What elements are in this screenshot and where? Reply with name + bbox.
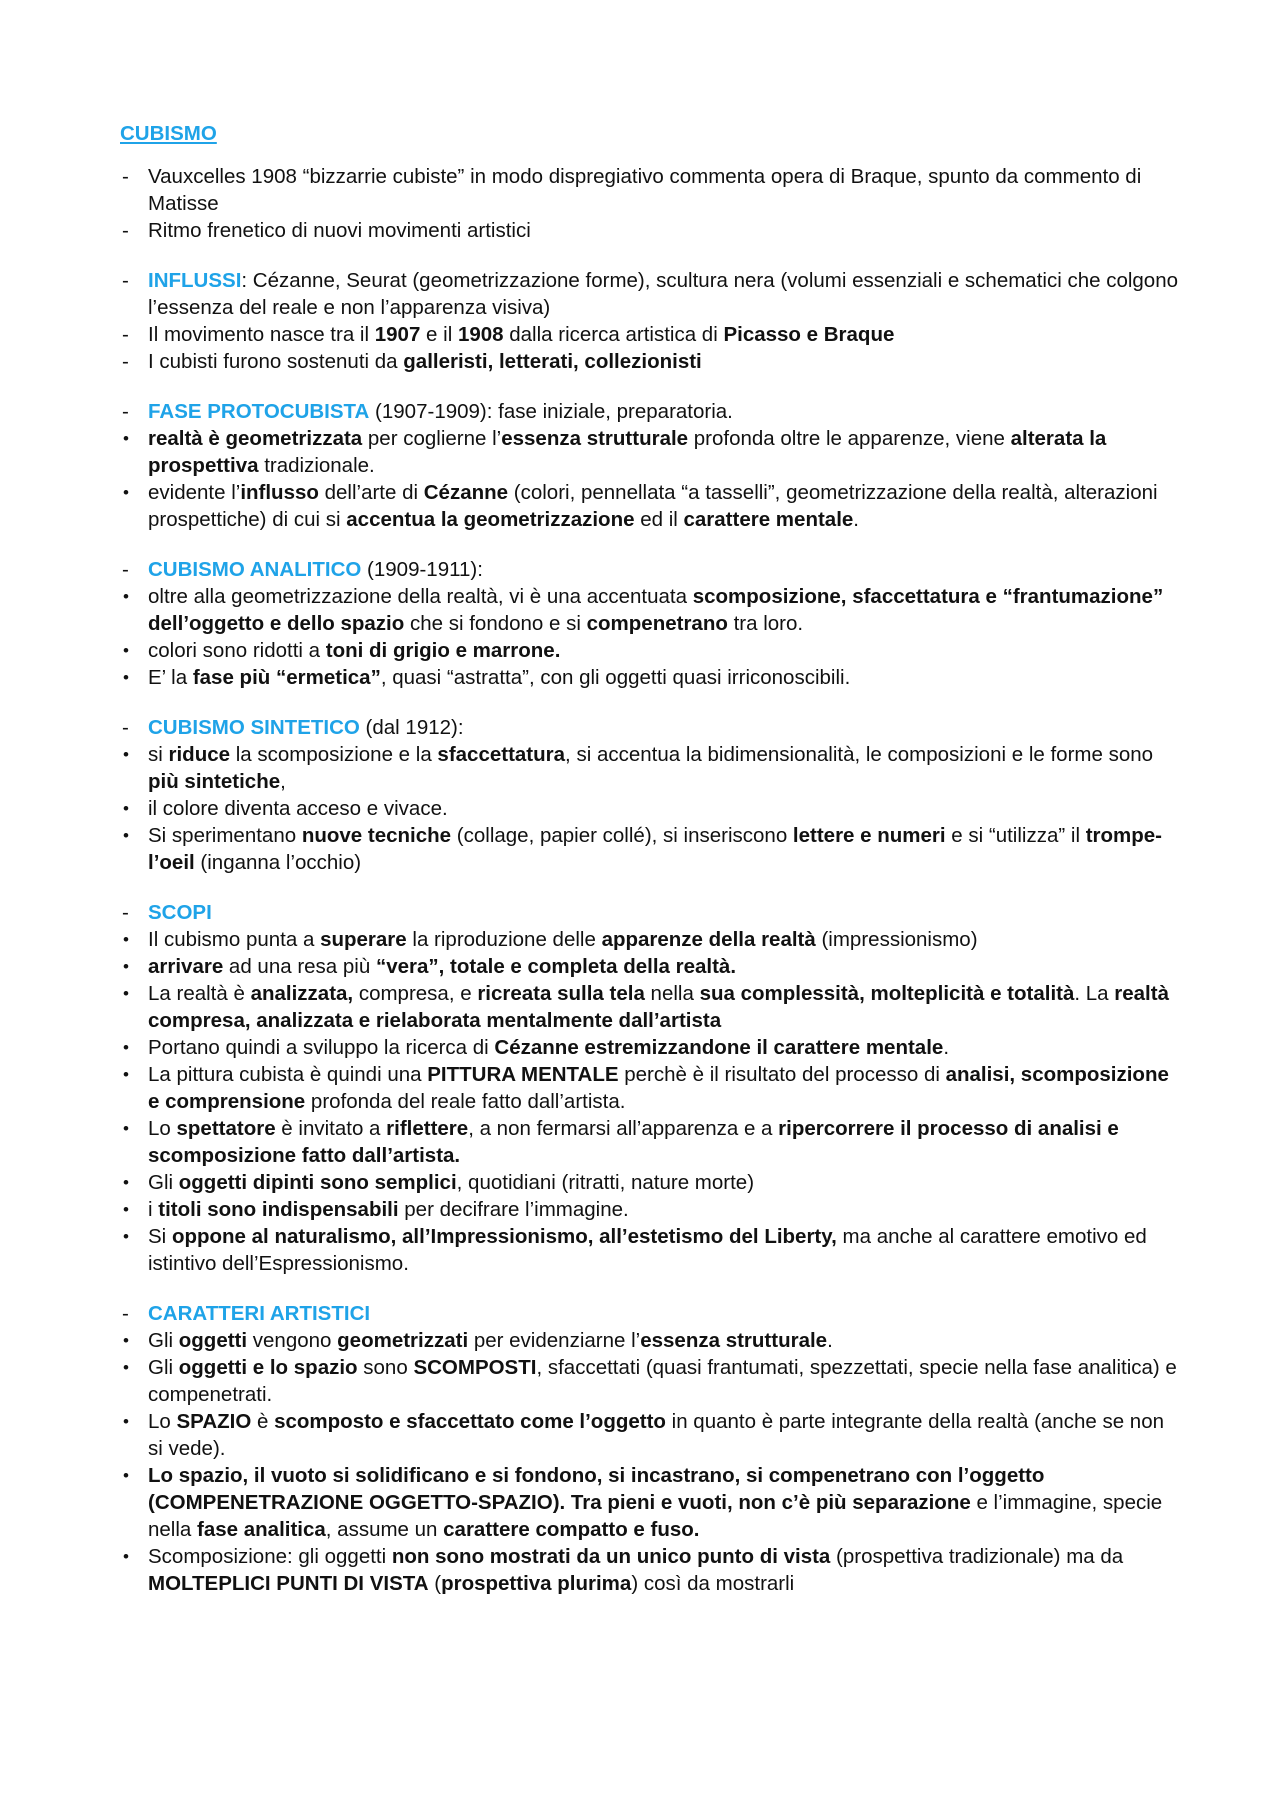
- text-run: nella: [644, 982, 700, 1005]
- text-run: , a non fermarsi all’apparenza e a: [468, 1117, 779, 1140]
- bullet-list-item: [120, 1408, 1180, 1462]
- text-run: per decifrare l’immagine.: [398, 1198, 629, 1221]
- item-text: [148, 982, 1169, 1032]
- item-text: [148, 400, 733, 423]
- text-run: compresa, e: [353, 982, 478, 1005]
- text-run: Il cubismo punta a: [148, 928, 321, 951]
- text-run: La pittura cubista è quindi una: [148, 1063, 428, 1086]
- bold-text: riflettere: [386, 1117, 469, 1140]
- bullet-marker: •: [123, 1173, 129, 1192]
- bold-text: ricreata sulla tela: [477, 982, 645, 1005]
- bullet-marker: •: [123, 668, 129, 687]
- text-run: profonda del reale fatto dall’artista.: [305, 1090, 626, 1113]
- bullet-marker: •: [123, 1331, 129, 1350]
- text-run: per coglierne l’: [362, 427, 502, 450]
- bold-text: PITTURA MENTALE: [427, 1063, 619, 1086]
- text-run: .: [943, 1036, 950, 1059]
- text-run: colori sono ridotti a: [148, 639, 326, 662]
- bullet-list-item: [120, 953, 1180, 980]
- bullet-list-item: [120, 1196, 1180, 1223]
- bullet-list-item: [120, 1169, 1180, 1196]
- text-run: E’ la: [148, 666, 193, 689]
- bullet-list-item: [120, 795, 1180, 822]
- bullet-marker: •: [123, 1200, 129, 1219]
- text-run: : Cézanne, Seurat (geometrizzazione forme), scultura nera (volumi essenziali e schematici che colgono l’essenza del reale e non l’apparenza visiva): [148, 269, 1179, 319]
- text-run: , sfaccettati (quasi frantumati, spezzettati, specie nella fase analitica) e compenetrati.: [148, 1356, 1177, 1406]
- dash-marker: -: [122, 269, 129, 292]
- bullet-marker: •: [123, 641, 129, 660]
- bold-text: nuove tecniche: [301, 824, 452, 847]
- item-text: [148, 269, 1178, 319]
- dash-marker: -: [122, 350, 129, 373]
- bullet-list-item: [120, 741, 1180, 795]
- bold-text: fase analitica: [197, 1518, 326, 1541]
- bullet-marker: •: [123, 930, 129, 949]
- text-run: I cubisti furono sostenuti da: [148, 350, 404, 373]
- note-section: [120, 163, 1180, 244]
- dash-marker: -: [122, 558, 129, 581]
- bullet-marker: •: [123, 1227, 129, 1246]
- text-run: tradizionale.: [258, 454, 375, 477]
- bullet-marker: •: [123, 957, 129, 976]
- bold-text: arrivare: [148, 955, 224, 978]
- text-run: ad una resa più: [223, 955, 376, 978]
- item-text: [148, 1329, 833, 1352]
- item-text: [148, 1302, 370, 1325]
- item-text: [148, 1117, 1119, 1167]
- dash-list-item: [120, 556, 1180, 583]
- text-run: La realtà è: [148, 982, 251, 1005]
- bullet-list-item: [120, 1354, 1180, 1408]
- bullet-list-item: [120, 1034, 1180, 1061]
- item-text: [148, 1410, 1164, 1460]
- text-run: la riproduzione delle: [406, 928, 602, 951]
- item-text: [148, 1464, 1162, 1541]
- dash-list-item: [120, 398, 1180, 425]
- text-run: si: [148, 743, 169, 766]
- text-run: sono: [357, 1356, 414, 1379]
- bold-text: 1908: [457, 323, 504, 346]
- dash-marker: -: [122, 165, 129, 188]
- text-run: la scomposizione e la: [230, 743, 438, 766]
- bold-text: 1907: [374, 323, 421, 346]
- bold-text: SCOMPOSTI: [413, 1356, 537, 1379]
- section-heading: CUBISMO ANALITICO: [148, 558, 362, 581]
- note-section: [120, 398, 1180, 533]
- text-run: (prospettiva tradizionale) ma da: [830, 1545, 1124, 1568]
- bullet-marker: •: [123, 483, 129, 502]
- text-run: Il movimento nasce tra il: [148, 323, 375, 346]
- bold-text: Cézanne: [423, 481, 509, 504]
- text-run: Vauxcelles 1908 “bizzarrie cubiste” in modo dispregiativo commenta opera di Braque, spunto da commento di Matisse: [148, 165, 1142, 215]
- bullet-list-item: [120, 926, 1180, 953]
- bold-text: apparenze della realtà: [601, 928, 816, 951]
- section-heading: CUBISMO SINTETICO: [148, 716, 360, 739]
- dash-marker: -: [122, 716, 129, 739]
- bold-text: Lo spazio, il vuoto si solidificano e si fondono, si incastrano, si compenetrano con l’oggetto (COMPENETRAZIONE OGGETTO-SPAZIO). Tra pieni e vuoti, non c’è più separazione: [148, 1464, 1045, 1514]
- bullet-marker: •: [123, 1466, 129, 1485]
- dash-marker: -: [122, 323, 129, 346]
- text-run: Si sperimentano: [148, 824, 302, 847]
- text-run: che si fondono e si: [404, 612, 587, 635]
- bold-text: fase più “ermetica”: [192, 666, 381, 689]
- text-run: Lo: [148, 1117, 177, 1140]
- item-text: [148, 558, 483, 581]
- text-run: (: [428, 1572, 442, 1595]
- bold-text: carattere mentale: [683, 508, 854, 531]
- text-run: (collage, papier collé), si inseriscono: [451, 824, 793, 847]
- item-text: [148, 1036, 949, 1059]
- bold-text: essenza strutturale: [501, 427, 689, 450]
- bold-text: non sono mostrati da un unico punto di vista: [391, 1545, 831, 1568]
- bold-text: ripercorrere il processo di analisi e scomposizione fatto dall’artista.: [148, 1117, 1119, 1167]
- document-content: [120, 120, 1180, 1620]
- bold-text: Picasso e Braque: [723, 323, 895, 346]
- bullet-list-item: [120, 1462, 1180, 1543]
- text-run: ed il: [634, 508, 684, 531]
- bullet-marker: •: [123, 1038, 129, 1057]
- item-text: [148, 743, 1153, 793]
- bullet-list-item: [120, 583, 1180, 637]
- dash-list-item: [120, 714, 1180, 741]
- dash-list-item: [120, 348, 1180, 375]
- bullet-marker: •: [123, 799, 129, 818]
- dash-list-item: [120, 217, 1180, 244]
- text-run: è: [251, 1410, 275, 1433]
- text-run: Portano quindi a sviluppo la ricerca di: [148, 1036, 495, 1059]
- text-run: Gli: [148, 1171, 179, 1194]
- section-heading: SCOPI: [148, 901, 212, 924]
- bold-text: riduce: [168, 743, 231, 766]
- bold-text: SPAZIO: [176, 1410, 252, 1433]
- item-text: [148, 901, 212, 924]
- text-run: perchè è il risultato del processo di: [618, 1063, 946, 1086]
- bold-text: lettere e numeri: [792, 824, 946, 847]
- item-text: [148, 323, 894, 346]
- bullet-marker: •: [123, 587, 129, 606]
- text-run: (1907-1909): fase iniziale, preparatoria.: [369, 400, 733, 423]
- bullet-list-item: [120, 479, 1180, 533]
- text-run: (1909-1911):: [361, 558, 483, 581]
- item-text: [148, 481, 1158, 531]
- bullet-list-item: [120, 1061, 1180, 1115]
- item-text: [148, 716, 464, 739]
- bullet-marker: •: [123, 1065, 129, 1084]
- section-heading: CARATTERI ARTISTICI: [148, 1302, 371, 1325]
- bold-text: Cézanne estremizzandone il carattere mentale: [494, 1036, 944, 1059]
- bold-text: geometrizzati: [337, 1329, 469, 1352]
- text-run: (colori, pennellata “a tasselli”, geometrizzazione della realtà, alterazioni prospettiche) di cui si: [148, 481, 1158, 531]
- bullet-list-item: [120, 637, 1180, 664]
- text-run: oltre alla geometrizzazione della realtà, vi è una accentuata: [148, 585, 693, 608]
- note-section: [120, 899, 1180, 1277]
- text-run: vengono: [247, 1329, 338, 1352]
- bullet-marker: •: [123, 429, 129, 448]
- bold-text: più sintetiche: [148, 770, 281, 793]
- item-text: [148, 165, 1141, 215]
- bullet-list-item: [120, 980, 1180, 1034]
- item-text: [148, 797, 448, 820]
- bold-text: scomposto e sfaccettato come l’oggetto: [274, 1410, 666, 1433]
- text-run: Gli: [148, 1329, 179, 1352]
- bold-text: realtà compresa, analizzata e rielaborata mentalmente dall’artista: [148, 982, 1169, 1032]
- dash-list-item: [120, 163, 1180, 217]
- item-text: [148, 1063, 1169, 1113]
- dash-marker: -: [122, 901, 129, 924]
- text-run: ma anche al carattere emotivo ed istintivo dell’Espressionismo.: [148, 1225, 1147, 1275]
- text-run: ) così da mostrarli: [631, 1572, 795, 1595]
- bold-text: scomposizione, sfaccettatura e “frantumazione” dell’oggetto e dello spazio: [148, 585, 1164, 635]
- bold-text: realtà è geometrizzata: [148, 427, 363, 450]
- item-text: [148, 1356, 1177, 1406]
- dash-marker: -: [122, 400, 129, 423]
- text-run: . La: [1074, 982, 1115, 1005]
- bold-text: sua complessità, molteplicità e totalità: [699, 982, 1075, 1005]
- bold-text: spettatore: [176, 1117, 276, 1140]
- bullet-marker: •: [123, 984, 129, 1003]
- item-text: [148, 928, 978, 951]
- document-body: [120, 163, 1180, 1597]
- bold-text: “vera”, totale e completa della realtà.: [375, 955, 737, 978]
- section-heading: FASE PROTOCUBISTA: [148, 400, 370, 423]
- text-run: per evidenziarne l’: [468, 1329, 641, 1352]
- dash-list-item: [120, 899, 1180, 926]
- text-run: i: [148, 1198, 159, 1221]
- text-run: .: [853, 508, 859, 531]
- text-run: evidente l’: [148, 481, 241, 504]
- dash-list-item: [120, 267, 1180, 321]
- item-text: [148, 1171, 754, 1194]
- bullet-marker: •: [123, 1412, 129, 1431]
- text-run: , quotidiani (ritratti, nature morte): [456, 1171, 755, 1194]
- bullet-list-item: [120, 1223, 1180, 1277]
- text-run: ,: [280, 770, 286, 793]
- bold-text: analizzata,: [250, 982, 354, 1005]
- bold-text: essenza strutturale: [640, 1329, 828, 1352]
- text-run: Gli: [148, 1356, 179, 1379]
- text-run: tra loro.: [727, 612, 804, 635]
- text-run: e si “utilizza” il: [945, 824, 1086, 847]
- item-text: [148, 666, 850, 689]
- item-text: [148, 585, 1163, 635]
- item-text: [148, 1225, 1147, 1275]
- bold-text: toni di grigio e marrone.: [325, 639, 561, 662]
- bold-text: oppone al naturalismo, all’Impressionismo, all’estetismo del Liberty,: [171, 1225, 837, 1248]
- bullet-list-item: [120, 1115, 1180, 1169]
- bullet-marker: •: [123, 826, 129, 845]
- text-run: Ritmo frenetico di nuovi movimenti artistici: [148, 219, 531, 242]
- bullet-list-item: [120, 822, 1180, 876]
- bold-text: compenetrano: [586, 612, 728, 635]
- document-title: CUBISMO: [120, 122, 217, 145]
- text-run: dalla ricerca artistica di: [503, 323, 724, 346]
- text-run: dell’arte di: [318, 481, 424, 504]
- item-text: [148, 1545, 1123, 1595]
- bold-text: accentua la geometrizzazione: [346, 508, 635, 531]
- bold-text: MOLTEPLICI PUNTI DI VISTA: [148, 1572, 429, 1595]
- bullet-marker: •: [123, 1119, 129, 1138]
- bold-text: oggetti e lo spazio: [178, 1356, 358, 1379]
- text-run: Scomposizione: gli oggetti: [148, 1545, 392, 1568]
- bullet-marker: •: [123, 1547, 129, 1566]
- text-run: (inganna l’occhio): [194, 851, 362, 874]
- text-run: (impressionismo): [815, 928, 978, 951]
- bold-text: oggetti: [178, 1329, 248, 1352]
- bold-text: trompe-l’oeil: [148, 824, 1163, 874]
- text-run: , si accentua la bidimensionalità, le composizioni e le forme sono: [565, 743, 1154, 766]
- bold-text: oggetti dipinti sono semplici: [178, 1171, 457, 1194]
- bold-text: carattere compatto e fuso.: [443, 1518, 700, 1541]
- note-section: [120, 556, 1180, 691]
- dash-list-item: [120, 321, 1180, 348]
- text-run: (dal 1912):: [359, 716, 464, 739]
- text-run: .: [827, 1329, 833, 1352]
- bold-text: galleristi, letterati, collezionisti: [403, 350, 702, 373]
- item-text: [148, 955, 736, 978]
- bold-text: prospettiva plurima: [441, 1572, 632, 1595]
- dash-marker: -: [122, 219, 129, 242]
- text-run: Si: [148, 1225, 172, 1248]
- text-run: , assume un: [325, 1518, 444, 1541]
- item-text: [148, 219, 531, 242]
- text-run: in quanto è parte integrante della realtà (anche se non si vede).: [148, 1410, 1164, 1460]
- bold-text: titoli sono indispensabili: [158, 1198, 399, 1221]
- text-run: Lo: [148, 1410, 177, 1433]
- dash-list-item: [120, 1300, 1180, 1327]
- note-section: [120, 1300, 1180, 1597]
- text-run: profonda oltre le apparenze, viene: [688, 427, 1011, 450]
- bullet-marker: •: [123, 1358, 129, 1377]
- bullet-list-item: [120, 1543, 1180, 1597]
- bullet-marker: •: [123, 745, 129, 764]
- text-run: è invitato a: [275, 1117, 387, 1140]
- bullet-list-item: [120, 425, 1180, 479]
- item-text: [148, 1198, 629, 1221]
- item-text: [148, 350, 702, 373]
- bold-text: analisi, scomposizione e comprensione: [148, 1063, 1169, 1113]
- note-section: [120, 714, 1180, 876]
- text-run: e il: [420, 323, 458, 346]
- note-section: [120, 267, 1180, 375]
- section-heading: INFLUSSI: [148, 269, 242, 292]
- bullet-list-item: [120, 664, 1180, 691]
- item-text: [148, 427, 1106, 477]
- item-text: [148, 639, 560, 662]
- text-run: il colore diventa acceso e vivace.: [148, 797, 448, 820]
- bold-text: superare: [320, 928, 407, 951]
- bold-text: influsso: [240, 481, 319, 504]
- text-run: , quasi “astratta”, con gli oggetti quasi irriconoscibili.: [380, 666, 851, 689]
- bold-text: sfaccettatura: [437, 743, 566, 766]
- bold-text: alterata la prospettiva: [148, 427, 1107, 477]
- dash-marker: -: [122, 1302, 129, 1325]
- text-run: e l’immagine, specie nella: [148, 1491, 1163, 1541]
- item-text: [148, 824, 1162, 874]
- bullet-list-item: [120, 1327, 1180, 1354]
